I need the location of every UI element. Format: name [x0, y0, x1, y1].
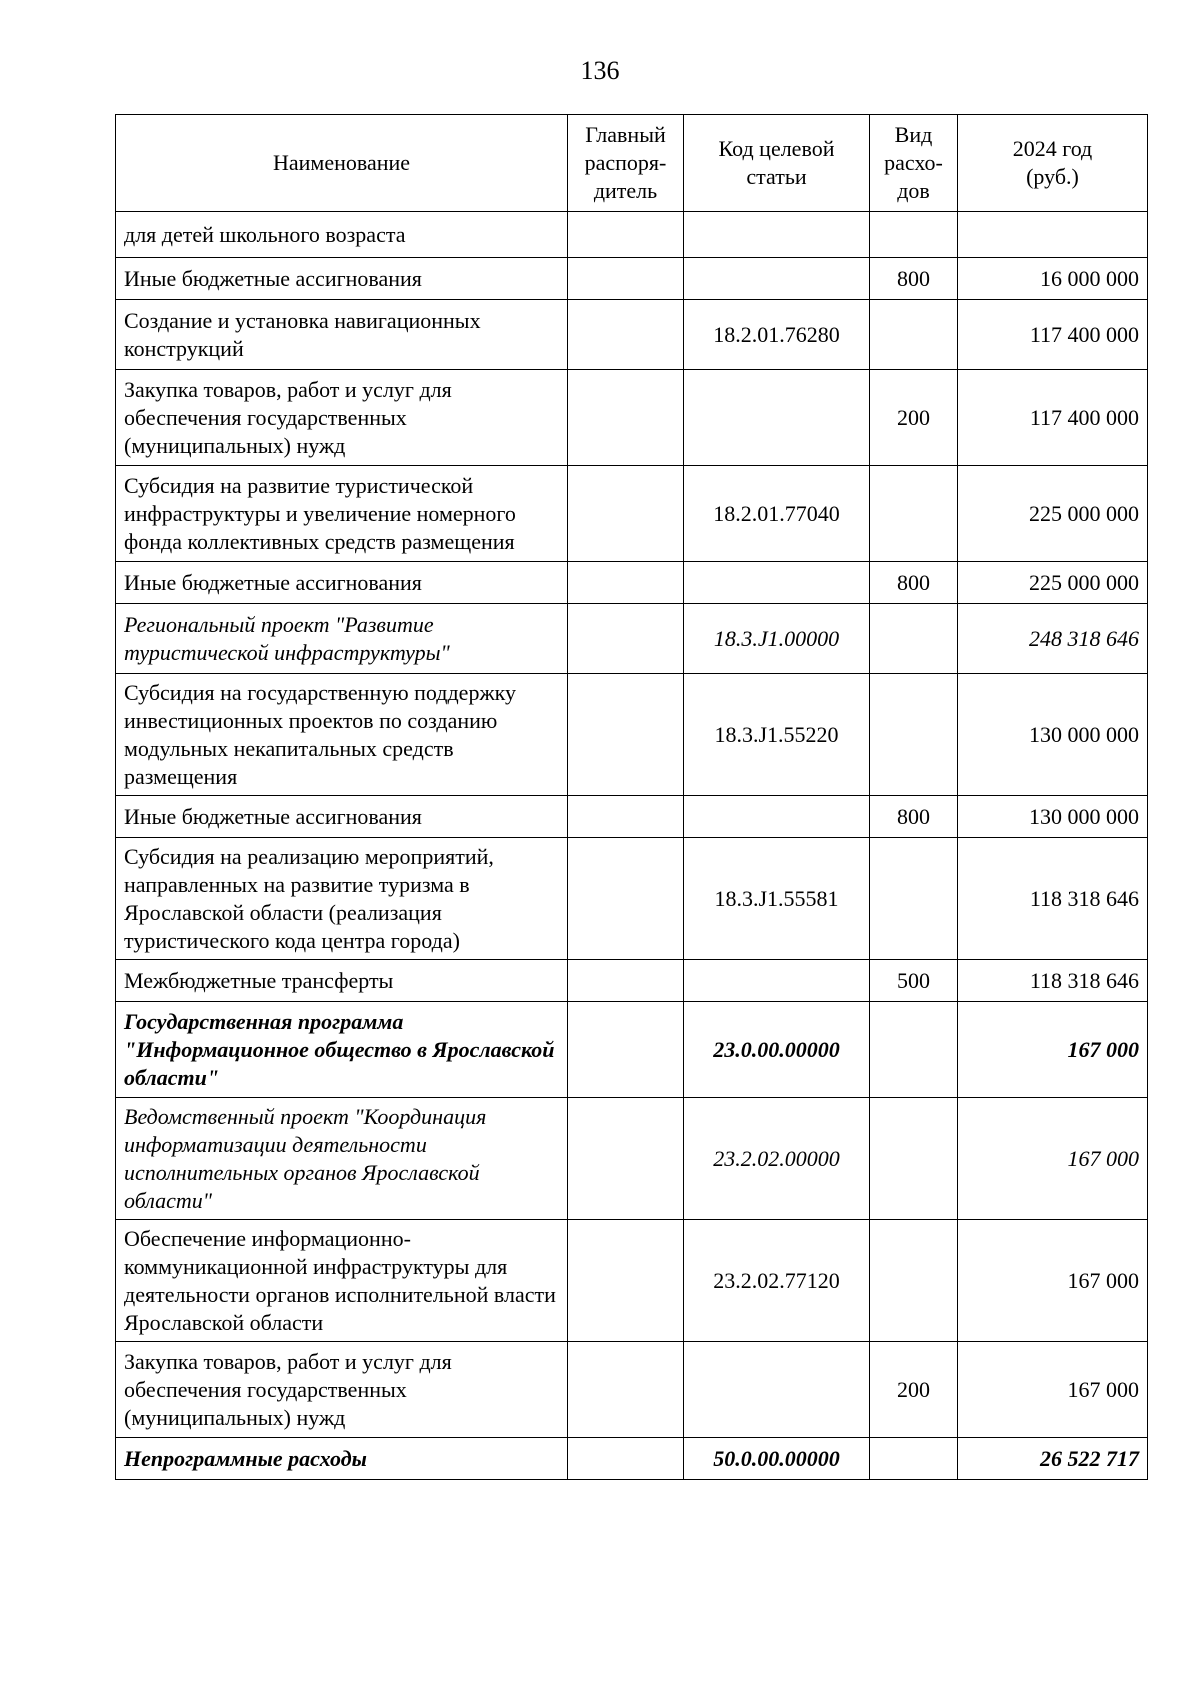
cell-name: Закупка товаров, работ и услуг для обеспечения государственных (муниципальных) нужд: [116, 1342, 568, 1438]
table-row: [116, 562, 1148, 604]
cell-kind: 200: [870, 370, 958, 466]
cell-amount: 167 000: [958, 1002, 1148, 1098]
header-kind: Вид расхо- дов: [870, 115, 958, 212]
cell-name: Обеспечение информационно-коммуникационной инфраструктуры для деятельности органов исполнительной власти Ярославской области: [116, 1220, 568, 1342]
table-body: [116, 212, 1148, 1480]
cell-amount: 225 000 000: [958, 466, 1148, 562]
cell-name: Иные бюджетные ассигнования: [116, 562, 568, 604]
cell-code: [684, 258, 870, 300]
cell-code: [684, 562, 870, 604]
cell-amount: 167 000: [958, 1220, 1148, 1342]
page-number: 136: [580, 56, 620, 85]
budget-table: [115, 114, 1148, 1480]
cell-name: Создание и установка навигационных конструкций: [116, 300, 568, 370]
cell-code: 18.3.J1.55220: [684, 674, 870, 796]
cell-name: для детей школьного возраста: [116, 212, 568, 258]
header-name-label: Наименование: [272, 150, 411, 175]
cell-name: Региональный проект "Развитие туристической инфраструктуры": [116, 604, 568, 674]
cell-ministry: [568, 562, 684, 604]
table-row: [116, 1438, 1148, 1480]
cell-amount: 167 000: [958, 1098, 1148, 1220]
cell-amount: 130 000 000: [958, 796, 1148, 838]
cell-ministry: [568, 796, 684, 838]
cell-amount: 118 318 646: [958, 960, 1148, 1002]
cell-kind: [870, 1438, 958, 1480]
cell-code: [684, 1342, 870, 1438]
cell-code: 23.0.00.00000: [684, 1002, 870, 1098]
cell-name: Непрограммные расходы: [116, 1438, 568, 1480]
cell-ministry: [568, 1098, 684, 1220]
header-name: [116, 115, 568, 212]
cell-amount: 167 000: [958, 1342, 1148, 1438]
cell-kind: [870, 604, 958, 674]
cell-code: 23.2.02.00000: [684, 1098, 870, 1220]
cell-amount: 248 318 646: [958, 604, 1148, 674]
cell-kind: 800: [870, 796, 958, 838]
table-row: [116, 1098, 1148, 1220]
cell-ministry: [568, 838, 684, 960]
header-code: Код целевой статьи: [684, 115, 870, 212]
cell-name: Субсидия на развитие туристической инфраструктуры и увеличение номерного фонда коллективных средств размещения: [116, 466, 568, 562]
table-row: [116, 674, 1148, 796]
table-row: [116, 212, 1148, 258]
cell-code: 18.2.01.76280: [684, 300, 870, 370]
cell-amount: 117 400 000: [958, 370, 1148, 466]
header-ministry: Главный распоря- дитель: [568, 115, 684, 212]
table-row: [116, 370, 1148, 466]
cell-amount: 26 522 717: [958, 1438, 1148, 1480]
cell-kind: 800: [870, 562, 958, 604]
cell-name: Иные бюджетные ассигнования: [116, 796, 568, 838]
cell-ministry: [568, 466, 684, 562]
cell-code: 23.2.02.77120: [684, 1220, 870, 1342]
cell-amount: [958, 212, 1148, 258]
table-header-row: [116, 115, 1148, 212]
cell-amount: 225 000 000: [958, 562, 1148, 604]
cell-amount: 16 000 000: [958, 258, 1148, 300]
table-row: [116, 466, 1148, 562]
cell-ministry: [568, 1002, 684, 1098]
cell-code: [684, 960, 870, 1002]
cell-kind: [870, 1220, 958, 1342]
cell-ministry: [568, 258, 684, 300]
cell-ministry: [568, 1342, 684, 1438]
cell-name: Субсидия на реализацию мероприятий, направленных на развитие туризма в Ярославской области (реализация туристического кода центра города): [116, 838, 568, 960]
cell-ministry: [568, 1438, 684, 1480]
cell-amount: 130 000 000: [958, 674, 1148, 796]
cell-kind: [870, 1002, 958, 1098]
cell-ministry: [568, 674, 684, 796]
cell-name: Субсидия на государственную поддержку инвестиционных проектов по созданию модульных некапитальных средств размещения: [116, 674, 568, 796]
header-amount: 2024 год (руб.): [958, 115, 1148, 212]
cell-kind: [870, 674, 958, 796]
cell-code: 18.3.J1.55581: [684, 838, 870, 960]
cell-kind: [870, 1098, 958, 1220]
table-row: [116, 838, 1148, 960]
cell-amount: 118 318 646: [958, 838, 1148, 960]
cell-amount: 117 400 000: [958, 300, 1148, 370]
table-row: [116, 1220, 1148, 1342]
cell-ministry: [568, 960, 684, 1002]
table-row: [116, 604, 1148, 674]
cell-kind: 200: [870, 1342, 958, 1438]
cell-name: Закупка товаров, работ и услуг для обеспечения государственных (муниципальных) нужд: [116, 370, 568, 466]
cell-kind: 500: [870, 960, 958, 1002]
cell-code: 50.0.00.00000: [684, 1438, 870, 1480]
table-row: [116, 1342, 1148, 1438]
cell-code: 18.2.01.77040: [684, 466, 870, 562]
cell-ministry: [568, 300, 684, 370]
cell-name: Межбюджетные трансферты: [116, 960, 568, 1002]
cell-code: [684, 212, 870, 258]
table-row: [116, 1002, 1148, 1098]
cell-kind: [870, 300, 958, 370]
cell-code: 18.3.J1.00000: [684, 604, 870, 674]
cell-ministry: [568, 604, 684, 674]
cell-name: Иные бюджетные ассигнования: [116, 258, 568, 300]
cell-kind: 800: [870, 258, 958, 300]
cell-kind: [870, 466, 958, 562]
cell-ministry: [568, 370, 684, 466]
table-row: [116, 258, 1148, 300]
cell-kind: [870, 838, 958, 960]
cell-ministry: [568, 212, 684, 258]
cell-ministry: [568, 1220, 684, 1342]
table-row: [116, 960, 1148, 1002]
table-row: [116, 300, 1148, 370]
cell-code: [684, 370, 870, 466]
table-row: [116, 796, 1148, 838]
cell-kind: [870, 212, 958, 258]
cell-name: Ведомственный проект "Координация информатизации деятельности исполнительных органов Ярославской области": [116, 1098, 568, 1220]
cell-name: Государственная программа "Информационное общество в Ярославской области": [116, 1002, 568, 1098]
cell-code: [684, 796, 870, 838]
